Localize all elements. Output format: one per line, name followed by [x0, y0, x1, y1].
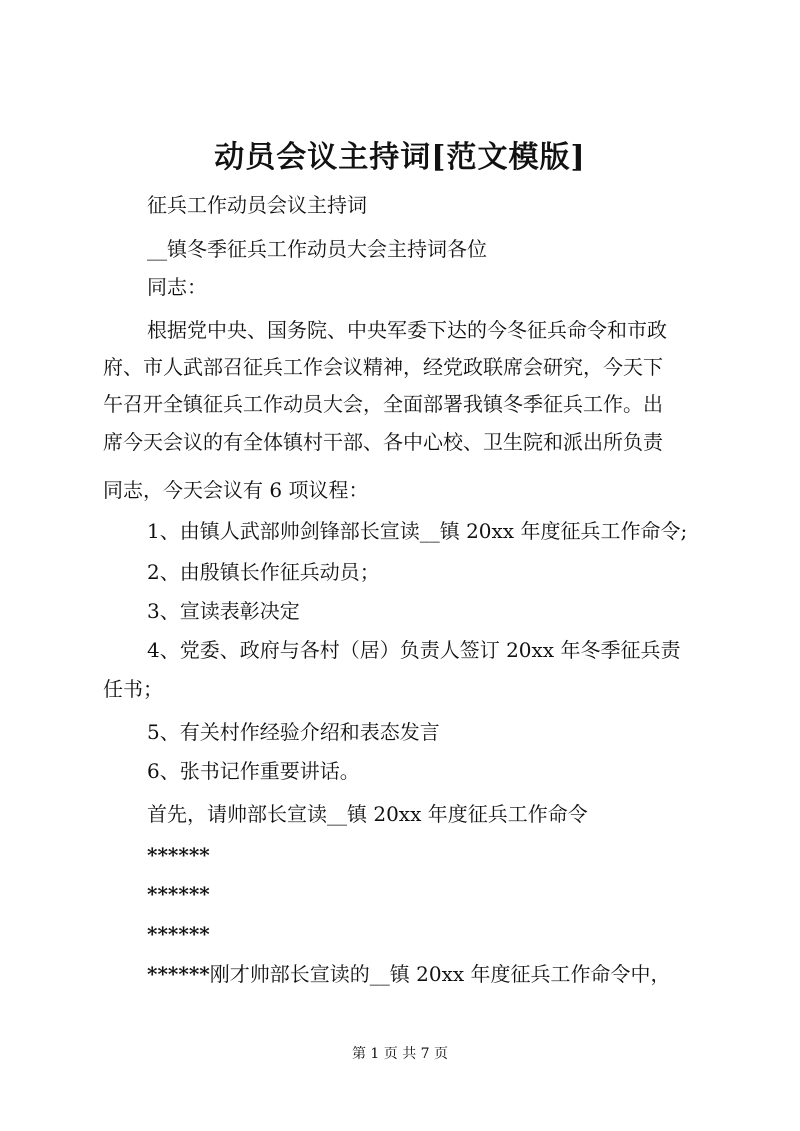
paragraph-line: __镇冬季征兵工作动员大会主持词各位	[147, 237, 487, 261]
paragraph-line: 任书；	[103, 677, 163, 701]
paragraph-line: 午召开全镇征兵工作动员大会，全面部署我镇冬季征兵工作。出	[103, 392, 663, 416]
agenda-item: 1、由镇人武部帅剑锋部长宣读__镇 20xx 年度征兵工作命令;	[147, 519, 688, 543]
agenda-item: 5、有关村作经验介绍和表态发言	[147, 720, 440, 744]
paragraph-line: 席今天会议的有全体镇村干部、各中心校、卫生院和派出所负责	[103, 430, 663, 454]
paragraph-line: 首先，请帅部长宣读__镇 20xx 年度征兵工作命令	[147, 802, 588, 826]
redacted-line: ******	[147, 922, 210, 946]
paragraph-line	[103, 960, 747, 988]
paragraph-line: 根据党中央、国务院、中央军委下达的今冬征兵命令和市政	[147, 318, 667, 342]
agenda-item: 4、党委、政府与各村（居）负责人签订 20xx 年冬季征兵责	[147, 638, 681, 662]
agenda-item: 2、由殷镇长作征兵动员；	[147, 560, 380, 584]
paragraph-line: 同志：	[147, 275, 207, 299]
redacted-prefix: ******	[147, 962, 210, 986]
paragraph-line: 征兵工作动员会议主持词	[147, 193, 367, 217]
paragraph-line: 府、市人武部召征兵工作会议精神，经党政联席会研究，今天下	[103, 355, 663, 379]
paragraph-text: 刚才帅部长宣读的__镇 20xx 年度征兵工作命令中，	[209, 962, 671, 986]
redacted-line: ******	[147, 843, 210, 867]
document-title: 动员会议主持词[范文模版]	[214, 140, 586, 175]
agenda-item: 3、宣读表彰决定	[147, 599, 300, 623]
agenda-item: 6、张书记作重要讲话。	[147, 759, 360, 783]
redacted-line: ******	[147, 882, 210, 906]
page-footer: 第 1 页 共 7 页	[351, 1046, 449, 1062]
paragraph-line: 同志，今天会议有 6 项议程：	[103, 478, 369, 502]
